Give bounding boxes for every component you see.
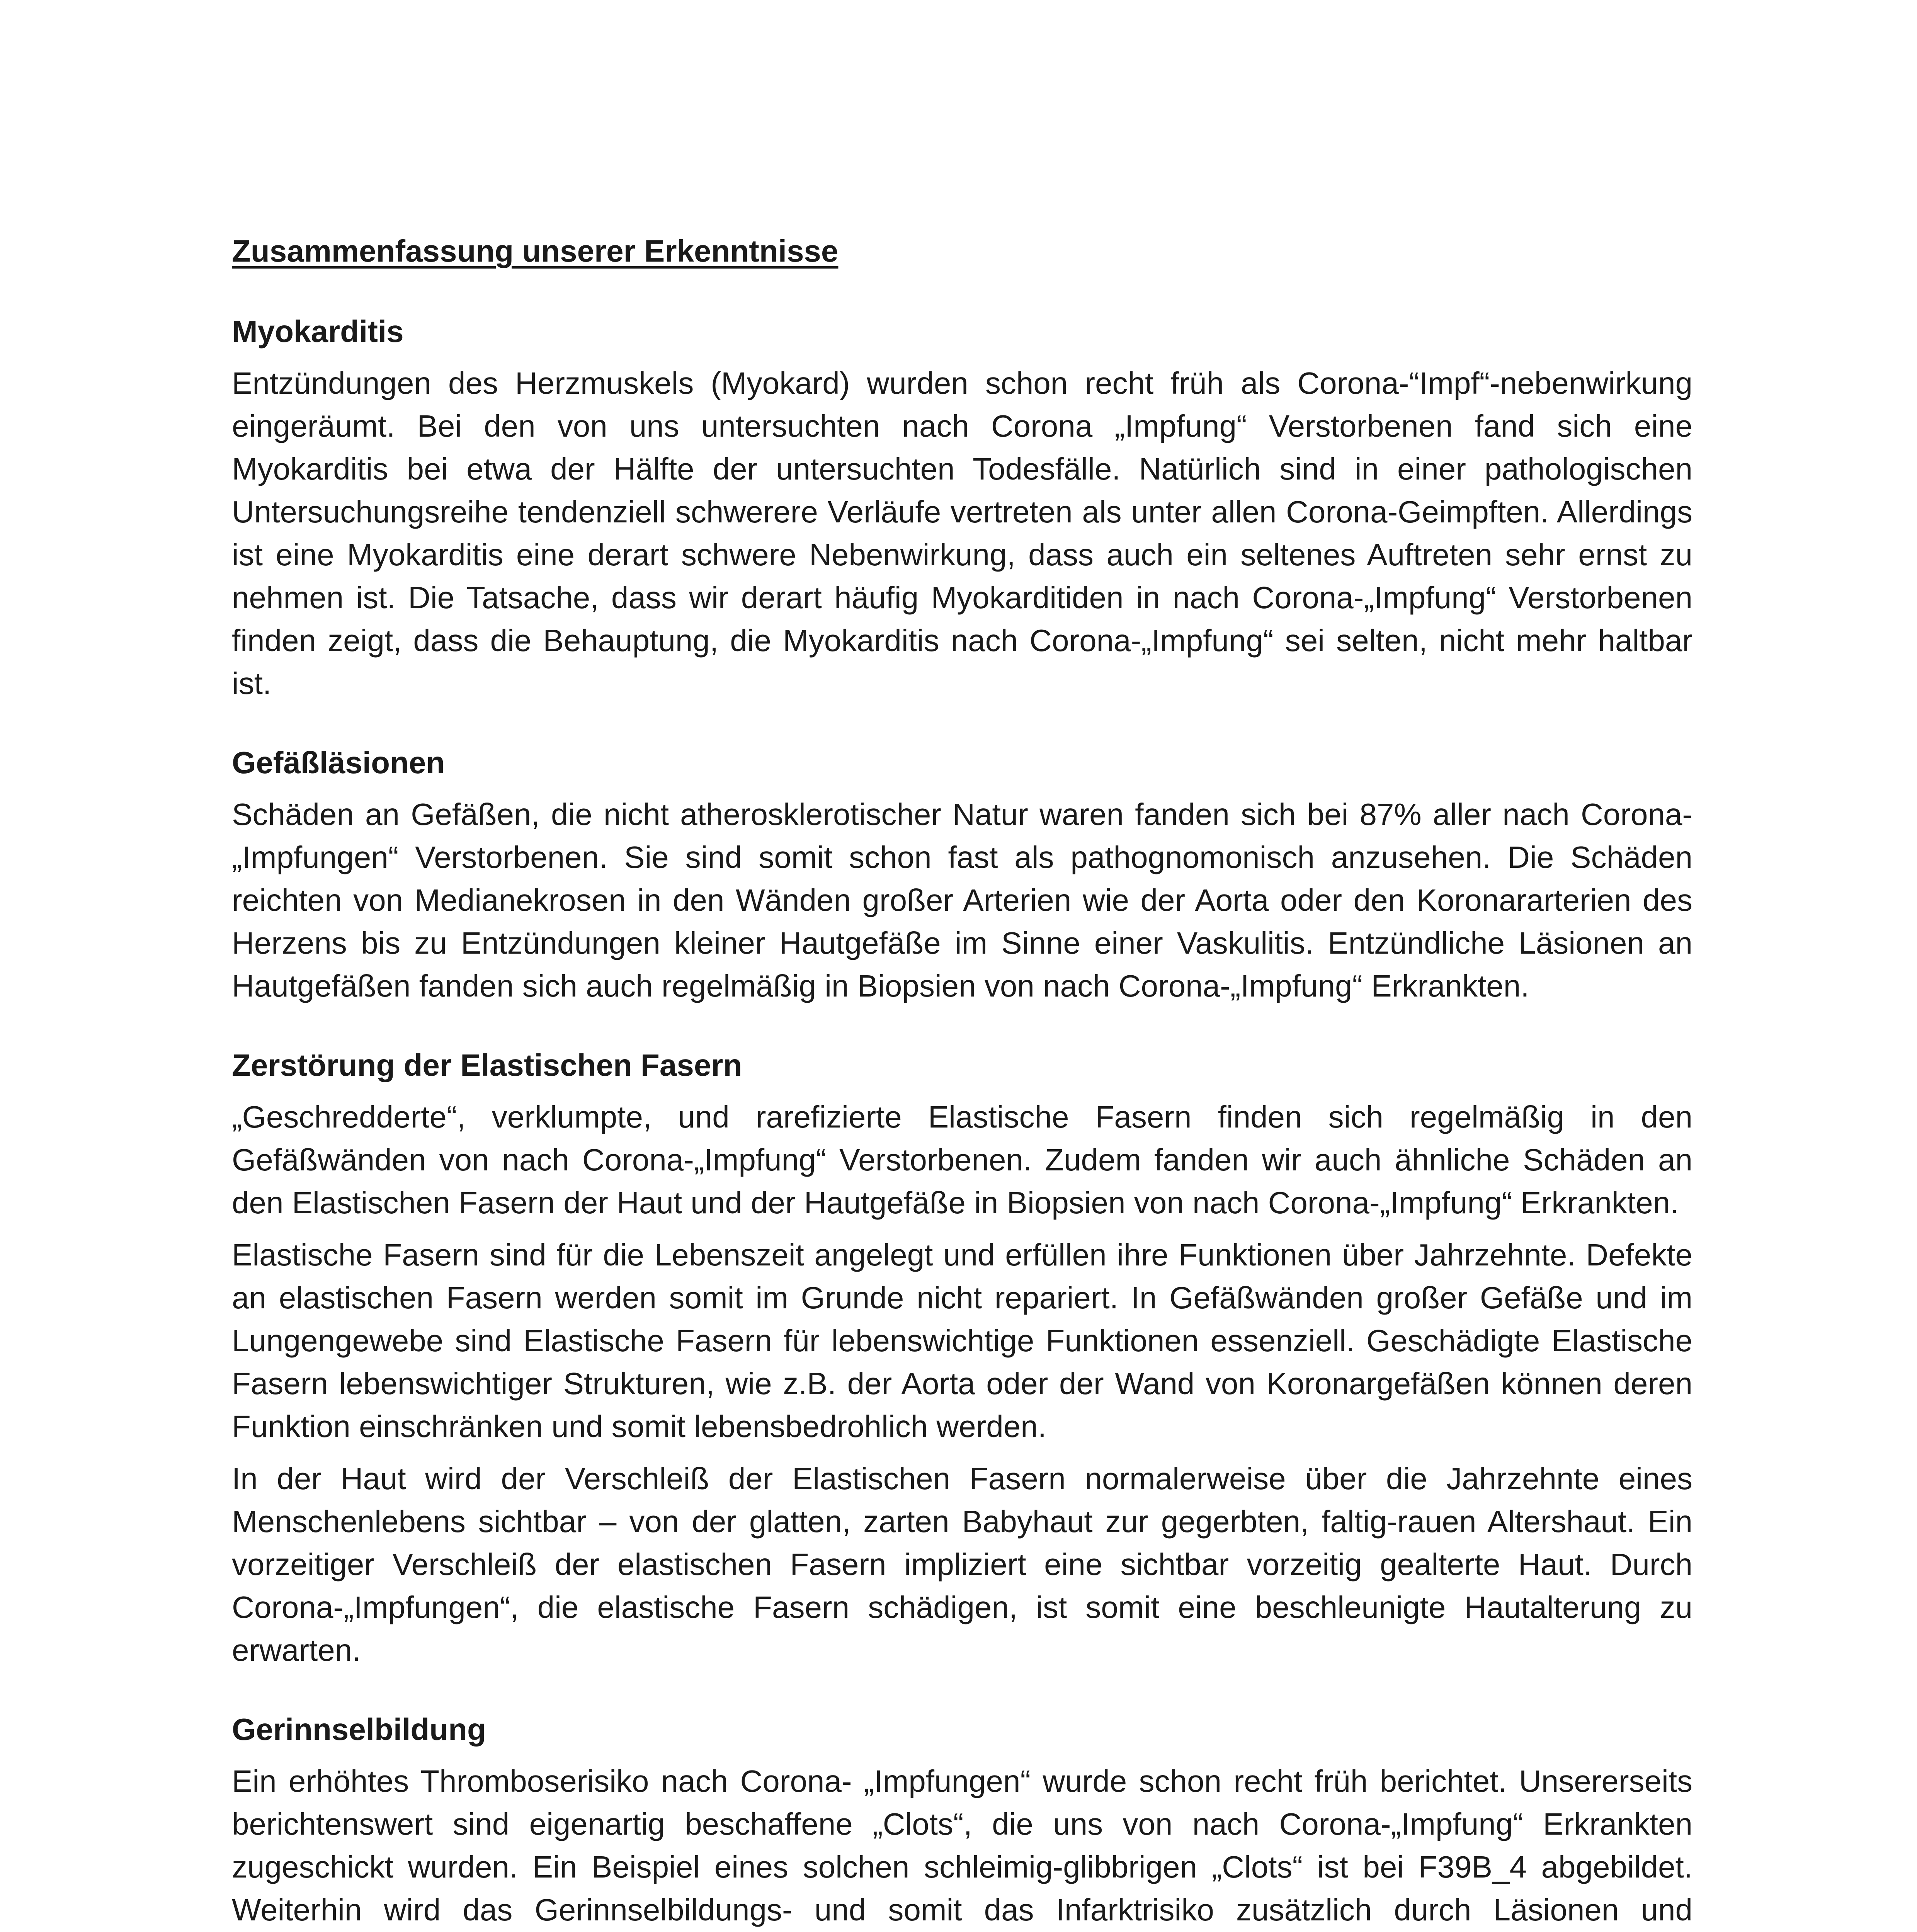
page-content (232, 228, 1692, 1932)
section-heading: Myokarditis (232, 314, 404, 349)
section-heading: Gerinnselbildung (232, 1712, 486, 1747)
document-title: Zusammenfassung unserer Erkenntnisse (232, 234, 839, 268)
section (232, 740, 1692, 1007)
section-heading: Zerstörung der Elastischen Fasern (232, 1048, 742, 1082)
section-paragraph: Schäden an Gefäßen, die nicht atherosklerotischer Natur waren fanden sich bei 87% aller nach Corona-„Impfungen“ Verstorbenen. Sie sind somit schon fast als pathognomonisch anzusehen. Die Schäden reichten von Medianekrosen in den Wänden großer Arterien wie der Aorta oder den Koronararterien des Herzens bis zu Entzündungen kleiner Hautgefäße im Sinne einer Vaskulitis. Entzündliche Läsionen an Hautgefäßen fanden sich auch regelmäßig in Biopsien von nach Corona-„Impfung“ Erkrankten. (232, 797, 1692, 1003)
section-paragraph: Entzündungen des Herzmuskels (Myokard) wurden schon recht früh als Corona-“Impf“-nebenwirkung eingeräumt. Bei den von uns untersuchten nach Corona „Impfung“ Verstorbenen fand sich eine Myokarditis bei etwa der Hälfte der untersuchten Todesfälle. Natürlich sind in einer pathologischen Untersuchungsreihe tendenziell schwerere Verläufe vertreten als unter allen Corona-Geimpften. Allerdings ist eine Myokarditis eine derart schwere Nebenwirkung, dass auch ein seltenes Auftreten sehr ernst zu nehmen ist. Die Tatsache, dass wir derart häufig Myokarditiden in nach Corona-„Impfung“ Verstorbenen finden zeigt, dass die Behauptung, die Myokarditis nach Corona-„Impfung“ sei selten, nicht mehr haltbar ist. (232, 366, 1692, 701)
section-paragraph: In der Haut wird der Verschleiß der Elastischen Fasern normalerweise über die Jahrzehnte eines Menschenlebens sichtbar – von der glatten, zarten Babyhaut zur gegerbten, faltig-rauen Altershaut. Ein vorzeitiger Verschleiß der elastischen Fasern impliziert eine sichtbar vorzeitig gealterte Haut. Durch Corona-„Impfungen“, die elastische Fasern schädigen, ist somit eine beschleunigte Hautalterung zu erwarten. (232, 1461, 1692, 1667)
section-paragraph: „Geschredderte“, verklumpte, und rarefizierte Elastische Fasern finden sich regelmäßig in den Gefäßwänden von nach Corona-„Impfung“ Verstorbenen. Zudem fanden wir auch ähnliche Schäden an den Elastischen Fasern der Haut und der Hautgefäße in Biopsien von nach Corona-„Impfung“ Erkrankten. (232, 1100, 1692, 1220)
section (232, 309, 1692, 705)
section-paragraph: Elastische Fasern sind für die Lebenszeit angelegt und erfüllen ihre Funktionen über Jahrzehnte. Defekte an elastischen Fasern werden somit im Grunde nicht repariert. In Gefäßwänden großer Gefäße und im Lungengewebe sind Elastische Fasern für lebenswichtige Funktionen essenziell. Geschädigte Elastische Fasern lebenswichtiger Strukturen, wie z.B. der Aorta oder der Wand von Koronargefäßen können deren Funktion einschränken und somit lebensbedrohlich werden. (232, 1238, 1692, 1444)
section (232, 1043, 1692, 1672)
section-heading: Gefäßläsionen (232, 745, 445, 780)
sections-container (232, 309, 1692, 1932)
section (232, 1707, 1692, 1932)
section-paragraph: Ein erhöhtes Thromboserisiko nach Corona- „Impfungen“ wurde schon recht früh berichtet. Unsererseits berichtenswert sind eigenartig beschaffene „Clots“, die uns von nach Corona-„Impfung“ Erkrankten zugeschickt wurden. Ein Beispiel eines solchen schleimig-glibbrigen „Clots“ ist bei F39B_4 abgebildet. Weiterhin wird das Gerinnselbildungs- und somit das Infarktrisiko zusätzlich durch Läsionen und (232, 1764, 1692, 1927)
